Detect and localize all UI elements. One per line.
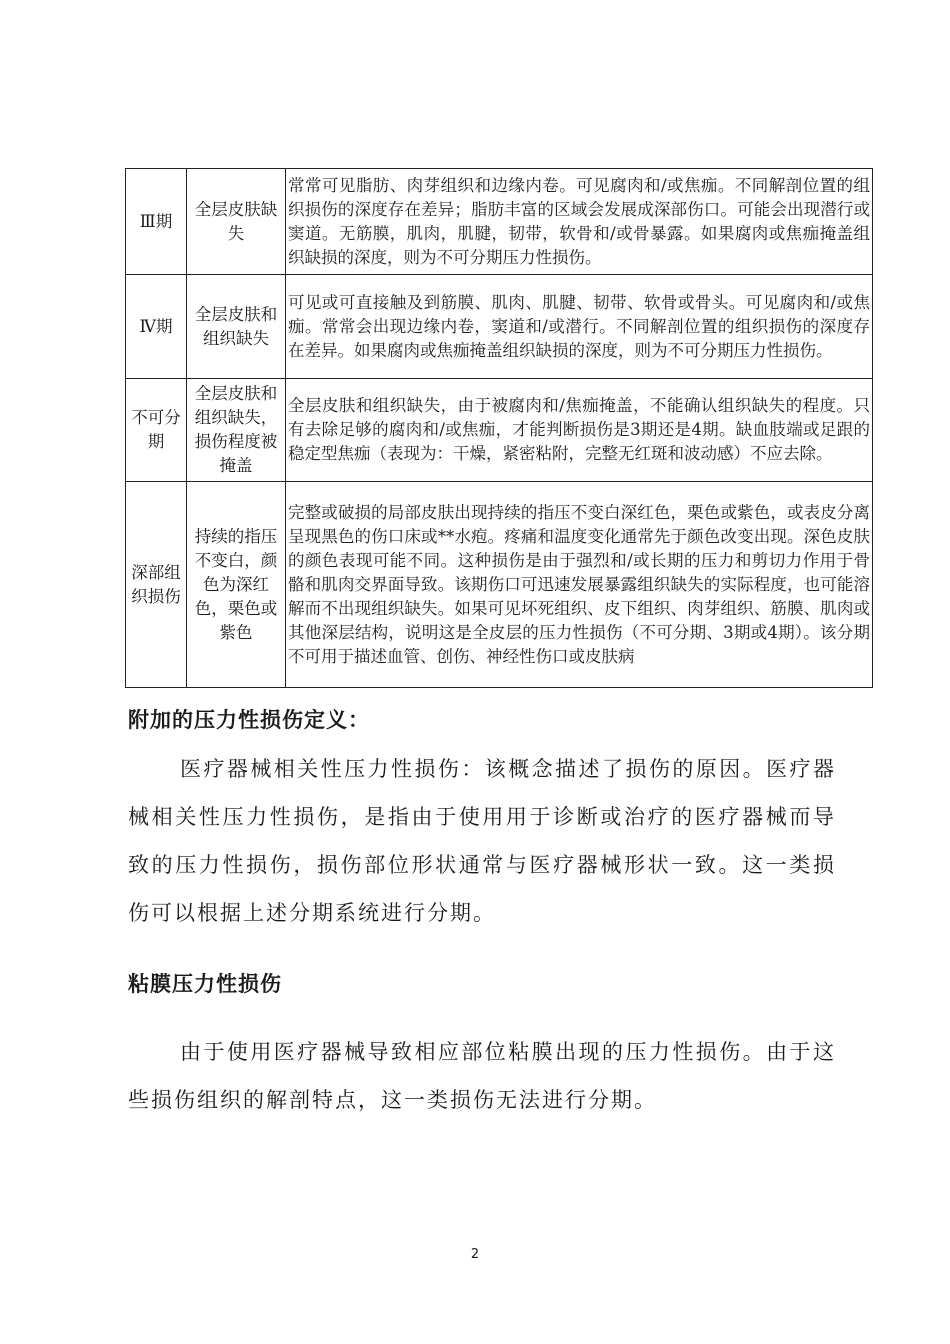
stage-cell: Ⅳ期 bbox=[126, 275, 187, 379]
stage-description-cell: 完整或破损的局部皮肤出现持续的指压不变白深红色，栗色或紫色，或表皮分离呈现黑色的伤口床或**水疱。疼痛和温度变化通常先于颜色改变出现。深色皮肤的颜色表现可能不同。这种损伤是由于强烈和/或长期的压力和剪切力作用于骨骼和肌肉交界面导致。该期伤口可迅速发展暴露组织缺失的实际程度，也可能溶解而不出现组织缺失。如果可见坏死组织、皮下组织、肉芽组织、筋膜、肌肉或其他深层结构，说明这是全皮层的压力性损伤（不可分期、3期或4期）。该分期不可用于描述血管、创伤、神经性伤口或皮肤病 bbox=[286, 482, 873, 688]
stage-cell: 深部组织损伤 bbox=[126, 482, 187, 688]
pressure-injury-stage-table bbox=[125, 168, 873, 688]
stage-cell: Ⅲ期 bbox=[126, 169, 187, 275]
stage-name-cell: 持续的指压不变白，颜色为深红色，栗色或紫色 bbox=[187, 482, 286, 688]
table-row bbox=[126, 275, 873, 379]
stage-description-cell: 全层皮肤和组织缺失，由于被腐肉和/焦痂掩盖，不能确认组织缺失的程度。只有去除足够的腐肉和/或焦痂，才能判断损伤是3期还是4期。缺血肢端或足跟的稳定型焦痂（表现为：干燥，紧密粘附，完整无红斑和波动感）不应去除。 bbox=[286, 379, 873, 482]
additional-definitions-heading: 附加的压力性损伤定义： bbox=[128, 708, 370, 732]
table-row bbox=[126, 379, 873, 482]
mucosal-paragraph: 由于使用医疗器械导致相应部位粘膜出现的压力性损伤。由于这些损伤组织的解剖特点，这一类损伤无法进行分期。 bbox=[128, 1040, 836, 1112]
stage-cell: 不可分期 bbox=[126, 379, 187, 482]
mucosal-heading: 粘膜压力性损伤 bbox=[128, 972, 282, 996]
stage-description-cell: 常常可见脂肪、肉芽组织和边缘内卷。可见腐肉和/或焦痂。不同解剖位置的组织损伤的深度存在差异；脂肪丰富的区域会发展成深部伤口。可能会出现潜行或窦道。无筋膜，肌肉，肌腱，韧带，软骨和/或骨暴露。如果腐肉或焦痂掩盖组织缺损的深度，则为不可分期压力性损伤。 bbox=[286, 169, 873, 275]
stage-name-cell: 全层皮肤缺失 bbox=[187, 169, 286, 275]
stage-name-cell: 全层皮肤和组织缺失，损伤程度被掩盖 bbox=[187, 379, 286, 482]
stage-description-cell: 可见或可直接触及到筋膜、肌肉、肌腱、韧带、软骨或骨头。可见腐肉和/或焦痂。常常会出现边缘内卷，窦道和/或潜行。不同解剖位置的组织损伤的深度存在差异。如果腐肉或焦痂掩盖组织缺损的深度，则为不可分期压力性损伤。 bbox=[286, 275, 873, 379]
page-number: 2 bbox=[470, 1247, 480, 1262]
device-related-paragraph: 医疗器械相关性压力性损伤：该概念描述了损伤的原因。医疗器械相关性压力性损伤，是指由于使用用于诊断或治疗的医疗器械而导致的压力性损伤，损伤部位形状通常与医疗器械形状一致。这一类损伤可以根据上述分期系统进行分期。 bbox=[128, 757, 836, 925]
table-row bbox=[126, 169, 873, 275]
stage-name-cell: 全层皮肤和组织缺失 bbox=[187, 275, 286, 379]
table-row bbox=[126, 482, 873, 688]
